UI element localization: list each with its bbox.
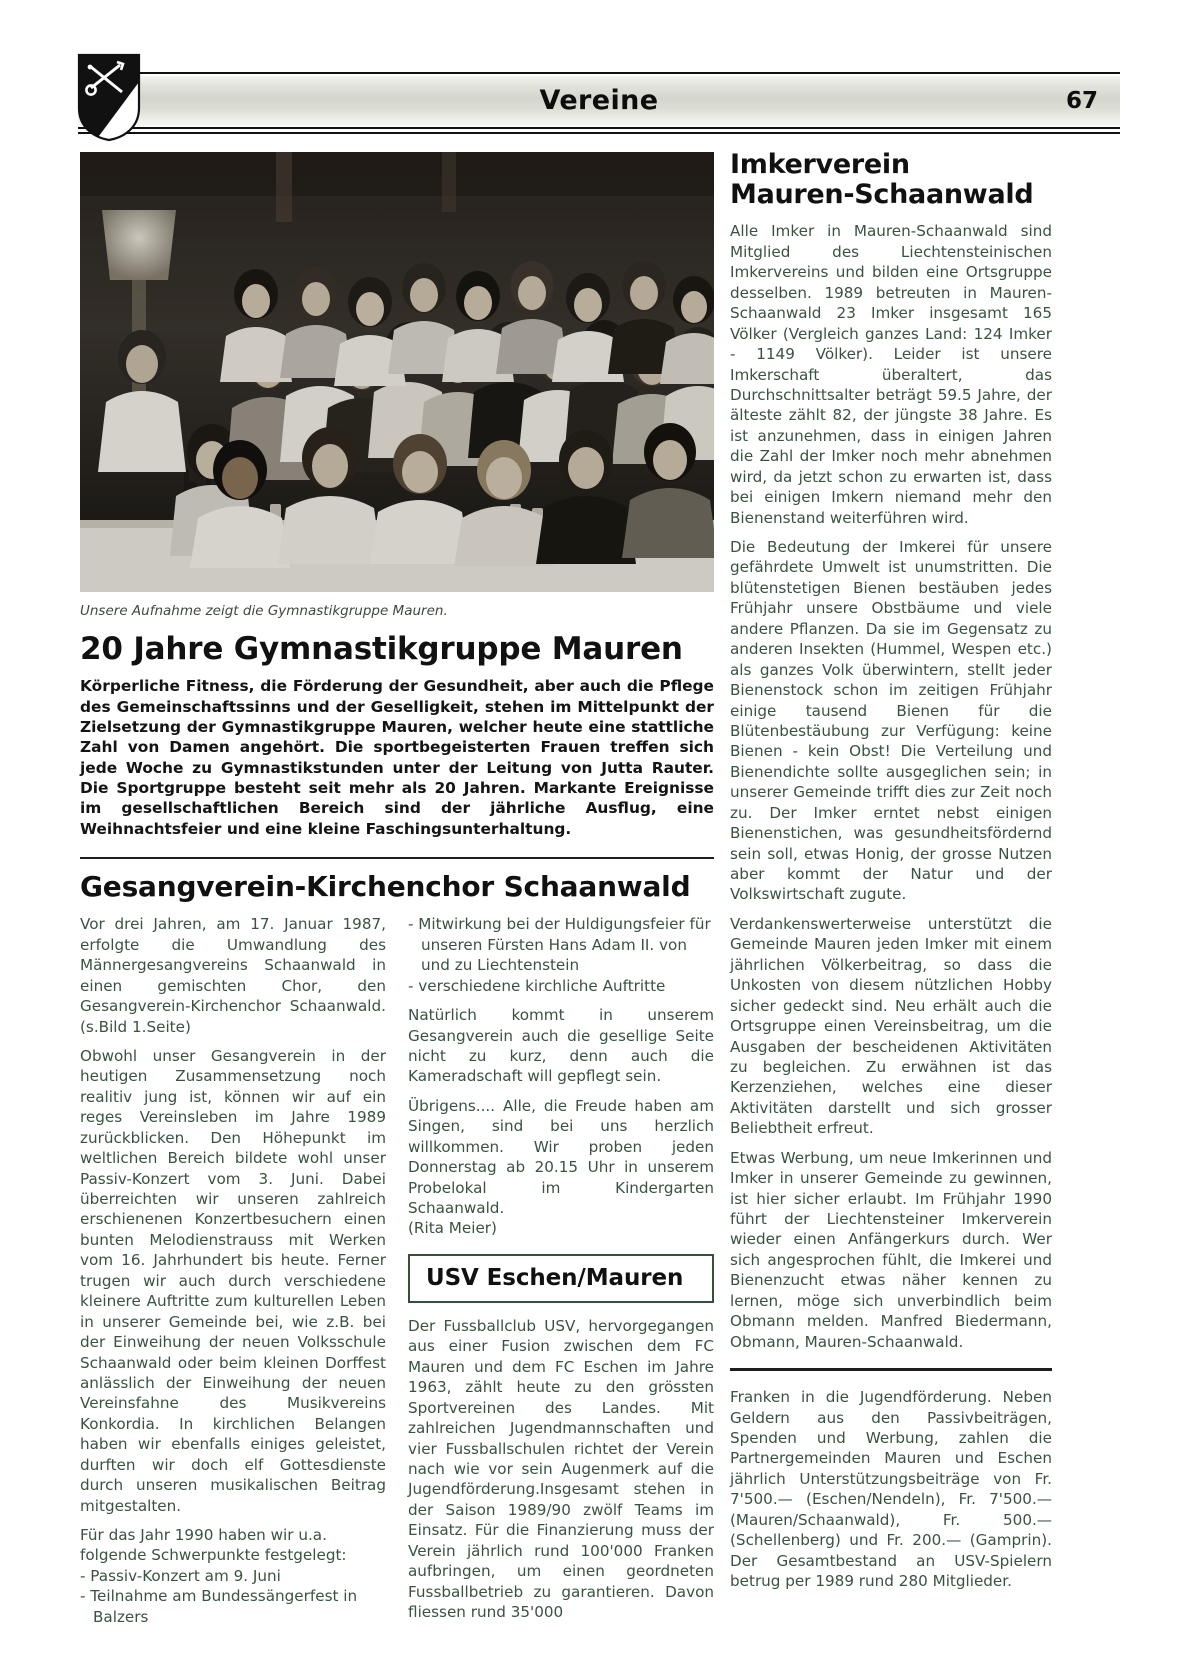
paragraph: Etwas Werbung, um neue Imkerinnen und Imker in unserer Gemeinde zu gewinnen, ist hier sicher erlaubt. Im Frühjahr 1990 führt der Liechtensteiner Imkerverein wieder einen Anfängerkurs durch. Wer sich angesprochen fühlt, die Imkerei und Bienenzucht etwas näher kennen zu lernen, möge sich unverbindlich beim Obmann melden. Manfred Biedermann, Obmann, Mauren-Schaanwald. (730, 1148, 1052, 1351)
gymnastik-lead-paragraph: Körperliche Fitness, die Förderung der Gesundheit, aber auch die Pflege des Gemeinschaftssinns und der Geselligkeit, stehen im Mittelpunkt der Zielsetzung der Gymnastikgruppe Mauren, welcher heute eine stattliche Zahl von Damen angehört. Die sportbegeisterten Frauen treffen sich jede Woche zu Gymnastikstunden unter der Leitung von Jutta Rauter. Die Sportgruppe besteht seit mehr als 20 Jahren. Markante Ereignisse im gesellschaftlichen Bereich sind der jährliche Ausflug, eine Weihnachtsfeier und eine kleine Faschingsunterhaltung. (80, 677, 714, 838)
imkerverein-headline-line2: Mauren-Schaanwald (730, 179, 1034, 211)
section-divider-1 (80, 857, 714, 859)
header-rule-bottom-inner (78, 127, 1120, 129)
page-title: Vereine (539, 85, 659, 116)
article-signature: (Rita Meier) (408, 1219, 497, 1238)
list-item: - Teilnahme am Bundessängerfest in Balzers (80, 1587, 358, 1626)
page-header-banner (78, 72, 1120, 134)
gesangverein-headline: Gesangverein-Kirchenchor Schaanwald (80, 870, 691, 904)
photo-caption: Unsere Aufnahme zeigt die Gymnastikgruppe Mauren. (80, 603, 448, 619)
list-item: - Mitwirkung bei der Huldigungsfeier für unseren Fürsten Hans Adam II. von und zu Liechtenstein (408, 915, 711, 975)
paragraph: Für das Jahr 1990 haben wir u.a. folgende Schwerpunkte festgelegt: (80, 1526, 347, 1565)
group-photo-image (80, 152, 714, 592)
paragraph: Franken in die Jugendförderung. Neben Geldern aus den Passivbeiträgen, Spenden und Werbung, zahlen die Partnergemeinden Mauren und Eschen jährlich Unterstützungsbeiträge von Fr. 7'500.— (Eschen/Nendeln), Fr. 7'500.— (Mauren/Schaanwald), Fr. 500.— (Schellenberg) und Fr. 200.— (Gamprin). Der Gesamtbestand an USV-Spielern betrug per 1989 rund 280 Mitglieder. (730, 1388, 1052, 1591)
imkerverein-headline (730, 150, 1052, 210)
mauren-coat-of-arms-icon (76, 52, 142, 142)
right-column (730, 150, 1052, 1591)
gesangverein-two-column-body (80, 914, 714, 1627)
paragraph: Der Fussballclub USV, hervorgegangen aus einer Fusion zwischen dem FC Mauren und dem FC Eschen im Jahre 1963, zählt heute zu den grössten Sportvereinen des Landes. Mit zahlreichen Jugendmannschaften und vier Fussballschulen richtet der Verein nach wie vor sein Augenmerk auf die Jugendförderung.Insgesamt stehen in der Saison 1989/90 zwölf Teams im Einsatz. Für die Finanzierung muss der Verein jährlich rund 100'000 Franken aufbringen, um einen geordneten Fussballbetrieb zu garantieren. Davon fliessen rund 35'000 (408, 1316, 714, 1622)
paragraph: Verdankenswerterweise unterstützt die Gemeinde Mauren jeden Imker mit einem jährlichen Völkerbeitrag, so dass die Unkosten von diesem nützlichen Hobby sicher gedeckt sind. Neu erhält auch die Ortsgruppe einen Vereinsbeitrag, um die Ausgaben der bescheidenen Aktivitäten zu begleichen. Zu erwähnen ist das Kerzenziehen, welches eine dieser Aktivitäten darstellt und sich grosser Beliebtheit erfreut. (730, 914, 1052, 1138)
paragraph: Obwohl unser Gesangverein in der heutigen Zusammensetzung noch realitiv jung ist, können wir auf ein reges Vereinsleben im Jahre 1989 zurückblicken. Den Höhepunkt im weltlichen Bereich bildete wohl unser Passiv-Konzert vom 3. Juni. Dabei überreichten wir unseren zahlreich erschienenen Konzertbesuchern einen bunten Melodienstrauss mit Werken vom 16. Jahrhundert bis heute. Ferner trugen wir auch durch verschiedene kleinere Auftritte zum kulturellen Leben in unserer Gemeinde bei, wie z.B. bei der Einweihung der neuen Volksschule Schaanwald oder beim kleinen Dorffest anlässlich der Einweihung der neuen Vereinsfahne des Musikvereins Konkordia. In kirchlichen Belangen haben wir ebenfalls einiges geleistet, durften wir doch elf Gottesdienste durch unseren musikalischen Beitrag mitgestalten. (80, 1046, 386, 1515)
gesangverein-column-b (408, 914, 714, 1627)
list-item: - verschiedene kirchliche Auftritte (408, 976, 666, 995)
usv-boxed-headline (408, 1254, 714, 1303)
section-divider-2 (730, 1368, 1052, 1371)
paragraph: Vor drei Jahren, am 17. Januar 1987, erfolgte die Umwandlung des Männergesangvereins Schaanwald in einen gemischten Chor, den Gesangverein-Kirchenchor Schaanwald. (s.Bild 1.Seite) (80, 915, 386, 1036)
group-photo (80, 152, 714, 592)
paragraph: Die Bedeutung der Imkerei für unsere gefährdete Umwelt ist unumstritten. Die blütenstetigen Bienen bestäuben jedes Frühjahr unsere Obstbäume und viele andere Pflanzen. Da sie im Gegensatz zu anderen Insekten (Hummel, Wespen etc.) als ganzes Volk überwintern, stellt jeder Bienenstock schon im zeitigen Frühjahr einige tausend Bienen für die Blütenbestäubung zur Verfügung: keine Bienen - kein Obst! Die Verteilung und Bienendichte sollte ausgeglichen sein; in unserer Gemeinde trifft dies zur Zeit noch zu. Der Imker erntet nebst einigen Bienenstichen, was gesundheitsfördernd sein soll, etwas Honig, der grosse Nutzen aber kommt der Natur und der Volkswirtschaft zugute. (730, 538, 1052, 904)
paragraph: Übrigens.... Alle, die Freude haben am Singen, sind bei uns herzlich willkommen. Wir proben jeden Donnerstag ab 20.15 Uhr in unserem Probelokal im Kindergarten Schaanwald. (408, 1096, 714, 1218)
header-rule-top (78, 72, 1120, 74)
paragraph: Natürlich kommt in unserem Gesangverein auch die gesellige Seite nicht zu kurz, denn auch die Kameradschaft will gepflegt sein. (408, 1006, 714, 1086)
paragraph: Alle Imker in Mauren-Schaanwald sind Mitglied des Liechtensteinischen Imkervereins und bilden eine Ortsgruppe desselben. 1989 betreuten in Mauren-Schaanwald 23 Imker insgesamt 165 Völker (Vergleich ganzes Land: 124 Imker - 1149 Völker). Leider ist unsere Imkerschaft überaltert, das Durchschnittsalter beträgt 59.5 Jahre, der älteste zählt 82, der jüngste 38 Jahre. Es ist anzunehmen, dass in einigen Jahren die Zahl der Imker noch mehr abnehmen wird, da jetzt schon zu erwarten ist, dass bei einigen Imkern niemand mehr den Bienenstand weiterführen wird. (730, 222, 1052, 527)
imkerverein-headline-line1: Imkerverein (730, 149, 910, 180)
gymnastik-headline: 20 Jahre Gymnastikgruppe Mauren (80, 631, 683, 667)
list-item: - Passiv-Konzert am 9. Juni (80, 1566, 281, 1585)
left-column (80, 152, 714, 1627)
usv-headline-text: USV Eschen/Mauren (426, 1264, 684, 1291)
header-rule-bottom-outer (78, 132, 1120, 134)
gesangverein-column-a (80, 914, 386, 1627)
page-number: 67 (1065, 88, 1098, 114)
